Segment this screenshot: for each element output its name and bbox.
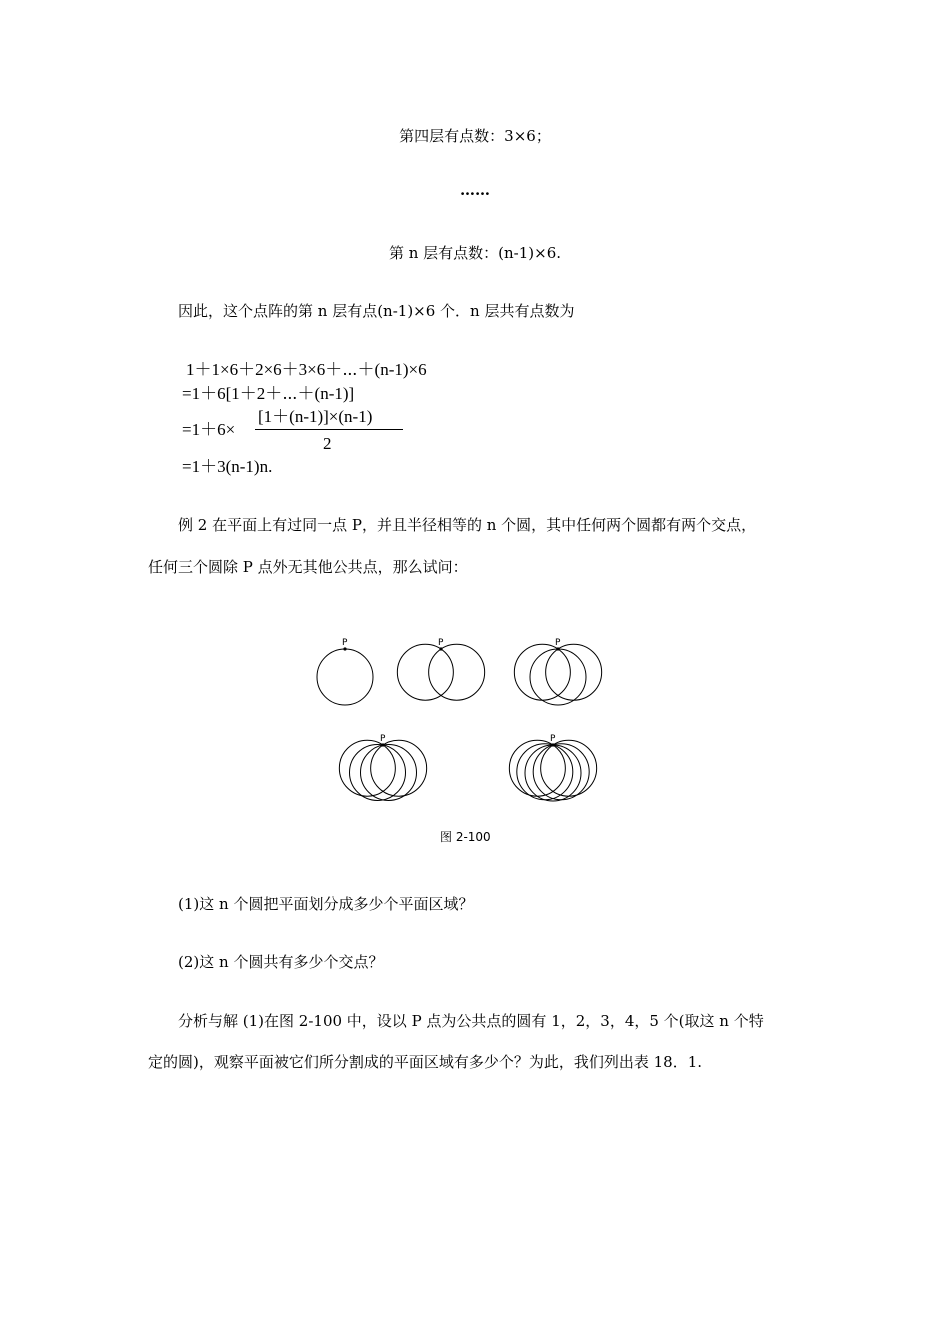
circle xyxy=(339,740,395,796)
circle xyxy=(371,740,427,796)
ellipsis: …… xyxy=(460,181,490,199)
layer4-line: 第四层有点数：3×6； xyxy=(399,127,551,145)
example-line1: 例 2 在平面上有过同一点 P，并且半径相等的 n 个圆，其中任何两个圆都有两个交点， xyxy=(178,516,757,534)
circle xyxy=(350,744,406,800)
circle-group-5 xyxy=(509,734,596,801)
analysis-line1: 分析与解 (1)在图 2-100 中，设以 P 点为公共点的圆有 1，2，3，4，5 个(取这 n 个特 xyxy=(178,1012,764,1030)
example-line2: 任何三个圆除 P 点外无其他公共点，那么试问： xyxy=(148,558,468,576)
point-p-label: P xyxy=(550,734,556,744)
figure-caption: 图 2-100 xyxy=(440,830,491,844)
circle xyxy=(429,644,485,700)
formula-line4: =1＋3(n-1)n. xyxy=(182,457,273,476)
circles-figure xyxy=(300,625,630,850)
circle-group-4 xyxy=(339,734,426,800)
circle xyxy=(546,644,602,700)
conclusion-line: 因此，这个点阵的第 n 层有点(n-1)×6 个．n 层共有点数为 xyxy=(178,302,575,320)
circle xyxy=(530,649,586,705)
formula-line2: =1＋6[1＋2＋⋯＋(n-1)] xyxy=(182,384,355,403)
circle xyxy=(397,644,453,700)
point-p-label: P xyxy=(555,638,561,648)
formula-line1: 1＋1×6＋2×6＋3×6＋⋯＋(n-1)×6 xyxy=(186,360,427,379)
point-p-label: P xyxy=(342,638,348,648)
circle-group-2 xyxy=(397,638,484,700)
circle xyxy=(317,649,373,705)
circle-group-3 xyxy=(514,638,601,705)
point-p-label: P xyxy=(438,638,444,648)
layerN-line: 第 n 层有点数：(n-1)×6. xyxy=(388,244,562,262)
formula-line3-prefix: =1＋6× xyxy=(182,420,236,439)
fraction-bar xyxy=(255,429,403,430)
circle-group-1 xyxy=(317,638,373,705)
question-2: (2)这 n 个圆共有多少个交点？ xyxy=(178,953,384,971)
circle xyxy=(541,740,597,796)
question-1: (1)这 n 个圆把平面划分成多少个平面区域？ xyxy=(178,895,474,913)
analysis-line2: 定的圆)，观察平面被它们所分割成的平面区域有多少个？为此，我们列出表 18．1. xyxy=(148,1053,703,1071)
circle xyxy=(509,740,565,796)
formula-denominator: 2 xyxy=(323,434,332,453)
circle xyxy=(514,644,570,700)
formula-numerator: [1＋(n-1)]×(n-1) xyxy=(258,407,373,426)
circle xyxy=(361,744,417,800)
point-p-label: P xyxy=(380,734,386,744)
